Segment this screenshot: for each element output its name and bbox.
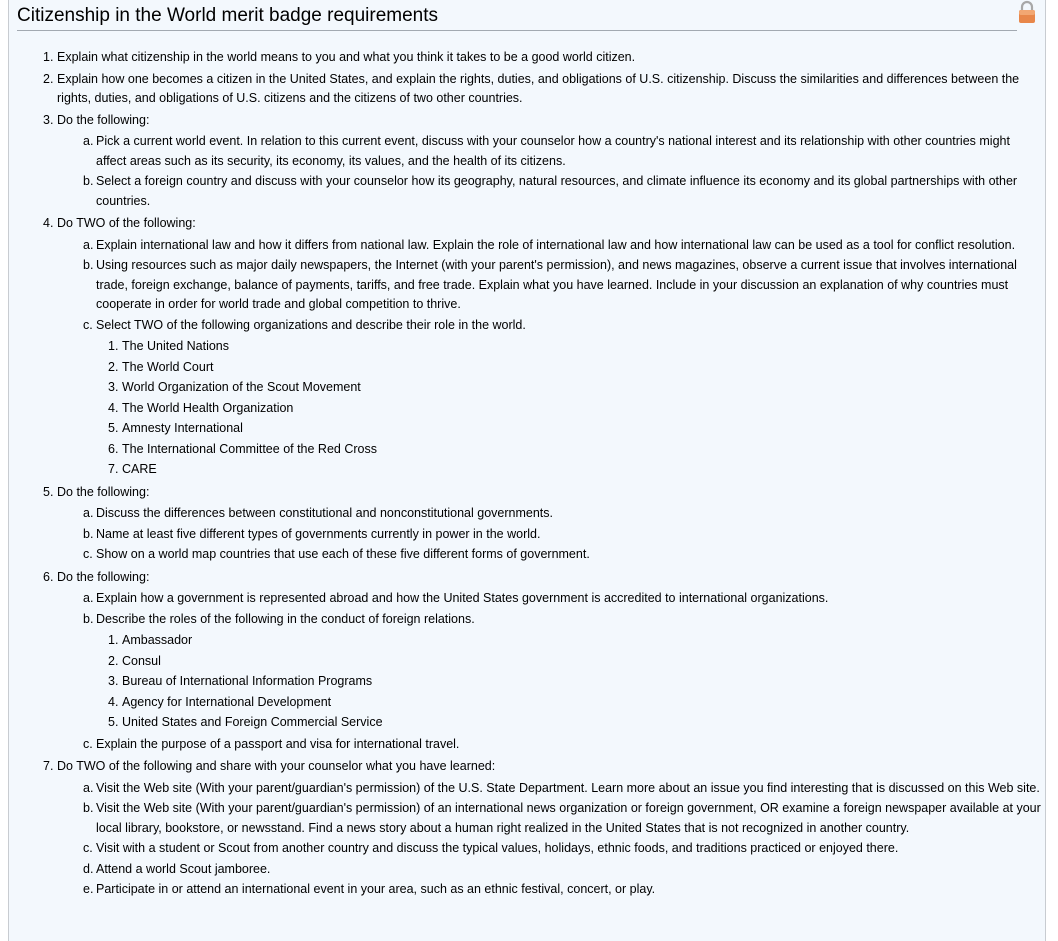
- option-item: [108, 631, 1043, 651]
- requirement-text: Do the following:: [57, 112, 150, 127]
- option-number: 6.: [108, 441, 119, 456]
- requirement-number: 4.: [43, 216, 54, 230]
- sub-requirement: [83, 525, 1043, 545]
- sub-requirement-letter: b.: [83, 258, 94, 272]
- padlock-icon: [1017, 0, 1037, 24]
- option-list: [96, 631, 1043, 733]
- option-number: 1.: [108, 339, 119, 353]
- option-text: The International Committee of the Red Cross: [122, 441, 377, 456]
- page-title: Citizenship in the World merit badge requirements: [17, 4, 1017, 31]
- option-list: [96, 337, 1043, 480]
- sub-requirement-list: [57, 779, 1043, 900]
- requirement-text: Explain how one becomes a citizen in the United States, and explain the rights, duties, and obligations of U.S. citizenship. Discuss the similarities and differences between the rights, duties, and obligations of U.S. citizens and the citizens of two other countries.: [57, 71, 1020, 105]
- option-text: Amnesty International: [122, 421, 243, 435]
- requirement-number: 1.: [43, 50, 54, 64]
- option-number: 2.: [108, 653, 119, 668]
- option-item: [108, 652, 1043, 672]
- sub-requirement: [83, 880, 1043, 900]
- sub-requirement-text: Select a foreign country and discuss with your counselor how its geography, natural resources, and climate influence its economy and its global partnerships with other countries.: [96, 174, 1018, 208]
- requirements-panel: [8, 0, 1046, 941]
- sub-requirement: [83, 316, 1043, 480]
- sub-requirement-text: Visit the Web site (With your parent/guardian's permission) of the U.S. State Department. Learn more about an issue you find interesting that is discussed on this Web site.: [96, 780, 1040, 795]
- sub-requirement-letter: b.: [83, 174, 94, 188]
- option-number: 7.: [108, 462, 119, 476]
- requirement-number: 7.: [43, 759, 54, 773]
- requirement-1: [43, 48, 1043, 68]
- option-item: [108, 399, 1043, 419]
- sub-requirement-letter: b.: [83, 526, 94, 541]
- sub-requirement: [83, 256, 1043, 315]
- sub-requirement-text: Visit the Web site (With your parent/guardian's permission) of an international news organization or foreign government, OR examine a foreign newspaper available at your local library, bookstore, or newsstand. Find a news story about a human right realized in the United States that is not recognized in another country.: [96, 801, 1041, 835]
- option-item: [108, 337, 1043, 357]
- option-text: Ambassador: [122, 633, 193, 647]
- sub-requirement: [83, 589, 1043, 609]
- sub-requirement-letter: a.: [83, 134, 94, 148]
- option-item: [108, 358, 1043, 378]
- requirement-number: 5.: [43, 484, 54, 499]
- option-text: United States and Foreign Commercial Service: [122, 715, 383, 729]
- requirement-5: [43, 483, 1043, 565]
- sub-requirement: [83, 860, 1043, 880]
- requirement-list: [43, 48, 1043, 900]
- sub-requirement-text: Discuss the differences between constitutional and nonconstitutional governments.: [96, 506, 553, 520]
- sub-requirement-letter: a.: [83, 591, 94, 605]
- sub-requirement: [83, 504, 1043, 524]
- option-number: 5.: [108, 715, 119, 729]
- requirement-text: Explain what citizenship in the world means to you and what you think it takes to be a good world citizen.: [57, 50, 636, 64]
- sub-requirement: [83, 236, 1043, 256]
- option-number: 4.: [108, 694, 119, 709]
- sub-requirement-text: Describe the roles of the following in the conduct of foreign relations.: [96, 611, 475, 626]
- sub-requirement-letter: d.: [83, 861, 94, 876]
- option-item: [108, 672, 1043, 692]
- sub-requirement: [83, 799, 1043, 838]
- sub-requirement-text: Visit with a student or Scout from another country and discuss the typical values, holidays, ethnic foods, and traditions practiced or enjoyed there.: [96, 841, 899, 855]
- option-text: World Organization of the Scout Movement: [122, 380, 361, 394]
- sub-requirement: [83, 779, 1043, 799]
- option-item: [108, 693, 1043, 713]
- requirement-2: [43, 70, 1043, 109]
- option-text: The World Health Organization: [122, 400, 294, 415]
- requirement-text: Do the following:: [57, 569, 150, 584]
- sub-requirement: [83, 545, 1043, 565]
- requirement-text: Do the following:: [57, 484, 150, 499]
- option-number: 1.: [108, 633, 119, 647]
- requirement-number: 6.: [43, 569, 54, 584]
- option-item: [108, 378, 1043, 398]
- sub-requirement-list: [57, 132, 1043, 211]
- requirements-list: [43, 48, 1043, 903]
- option-number: 3.: [108, 674, 119, 688]
- option-item: [108, 440, 1043, 460]
- sub-requirement-list: [57, 504, 1043, 565]
- sub-requirement-list: [57, 589, 1043, 754]
- requirement-7: [43, 757, 1043, 900]
- sub-requirement-letter: a.: [83, 237, 94, 252]
- requirement-3: [43, 111, 1043, 212]
- option-text: Consul: [122, 653, 161, 668]
- requirement-6: [43, 568, 1043, 755]
- option-text: Bureau of International Information Programs: [122, 674, 373, 688]
- requirement-text: Do TWO of the following:: [57, 216, 196, 230]
- sub-requirement-text: Explain the purpose of a passport and visa for international travel.: [96, 736, 460, 751]
- sub-requirement-text: Participate in or attend an international event in your area, such as an ethnic festival, concert, or play.: [96, 882, 656, 896]
- sub-requirement-letter: b.: [83, 611, 94, 626]
- option-text: The World Court: [122, 359, 214, 374]
- sub-requirement: [83, 735, 1043, 755]
- sub-requirement-text: Show on a world map countries that use each of these five different forms of government.: [96, 547, 590, 561]
- sub-requirement: [83, 132, 1043, 171]
- requirement-text: Do TWO of the following and share with your counselor what you have learned:: [57, 759, 496, 773]
- requirement-number: 3.: [43, 112, 54, 127]
- option-number: 5.: [108, 421, 119, 435]
- sub-requirement-letter: a.: [83, 780, 94, 795]
- option-number: 2.: [108, 359, 119, 374]
- sub-requirement-letter: c.: [83, 547, 93, 561]
- sub-requirement-text: Using resources such as major daily newspapers, the Internet (with your parent's permission), and news magazines, observe a current issue that involves international trade, foreign exchange, balance of payments, tariffs, and free trade. Explain what you have learned. Include in your discussion an explanation of why countries must cooperate in order for world trade and global competition to thrive.: [96, 258, 1017, 311]
- sub-requirement-text: Explain international law and how it differs from national law. Explain the role of international law and how international law can be used as a tool for conflict resolution.: [96, 237, 1016, 252]
- sub-requirement-text: Explain how a government is represented abroad and how the United States government is accredited to international organizations.: [96, 591, 829, 605]
- sub-requirement-text: Attend a world Scout jamboree.: [96, 861, 271, 876]
- sub-requirement-text: Name at least five different types of governments currently in power in the world.: [96, 526, 541, 541]
- sub-requirement-letter: c.: [83, 317, 93, 332]
- option-item: [108, 713, 1043, 733]
- option-text: The United Nations: [122, 339, 230, 353]
- option-text: CARE: [122, 462, 157, 476]
- sub-requirement: [83, 172, 1043, 211]
- sub-requirement-letter: c.: [83, 841, 93, 855]
- option-text: Agency for International Development: [122, 694, 332, 709]
- sub-requirement: [83, 839, 1043, 859]
- sub-requirement-letter: e.: [83, 882, 94, 896]
- option-number: 3.: [108, 380, 119, 394]
- sub-requirement-letter: a.: [83, 506, 94, 520]
- sub-requirement-letter: b.: [83, 801, 94, 815]
- option-number: 4.: [108, 400, 119, 415]
- requirement-4: [43, 214, 1043, 480]
- sub-requirement-list: [57, 236, 1043, 480]
- sub-requirement: [83, 610, 1043, 733]
- sub-requirement-text: Pick a current world event. In relation to this current event, discuss with your counselor how a country's national interest and its relationship with other countries might affect areas such as its security, its economy, its values, and the health of its citizens.: [96, 134, 1010, 168]
- option-item: [108, 419, 1043, 439]
- sub-requirement-letter: c.: [83, 736, 93, 751]
- sub-requirement-text: Select TWO of the following organizations and describe their role in the world.: [96, 317, 526, 332]
- requirement-number: 2.: [43, 71, 54, 86]
- option-item: [108, 460, 1043, 480]
